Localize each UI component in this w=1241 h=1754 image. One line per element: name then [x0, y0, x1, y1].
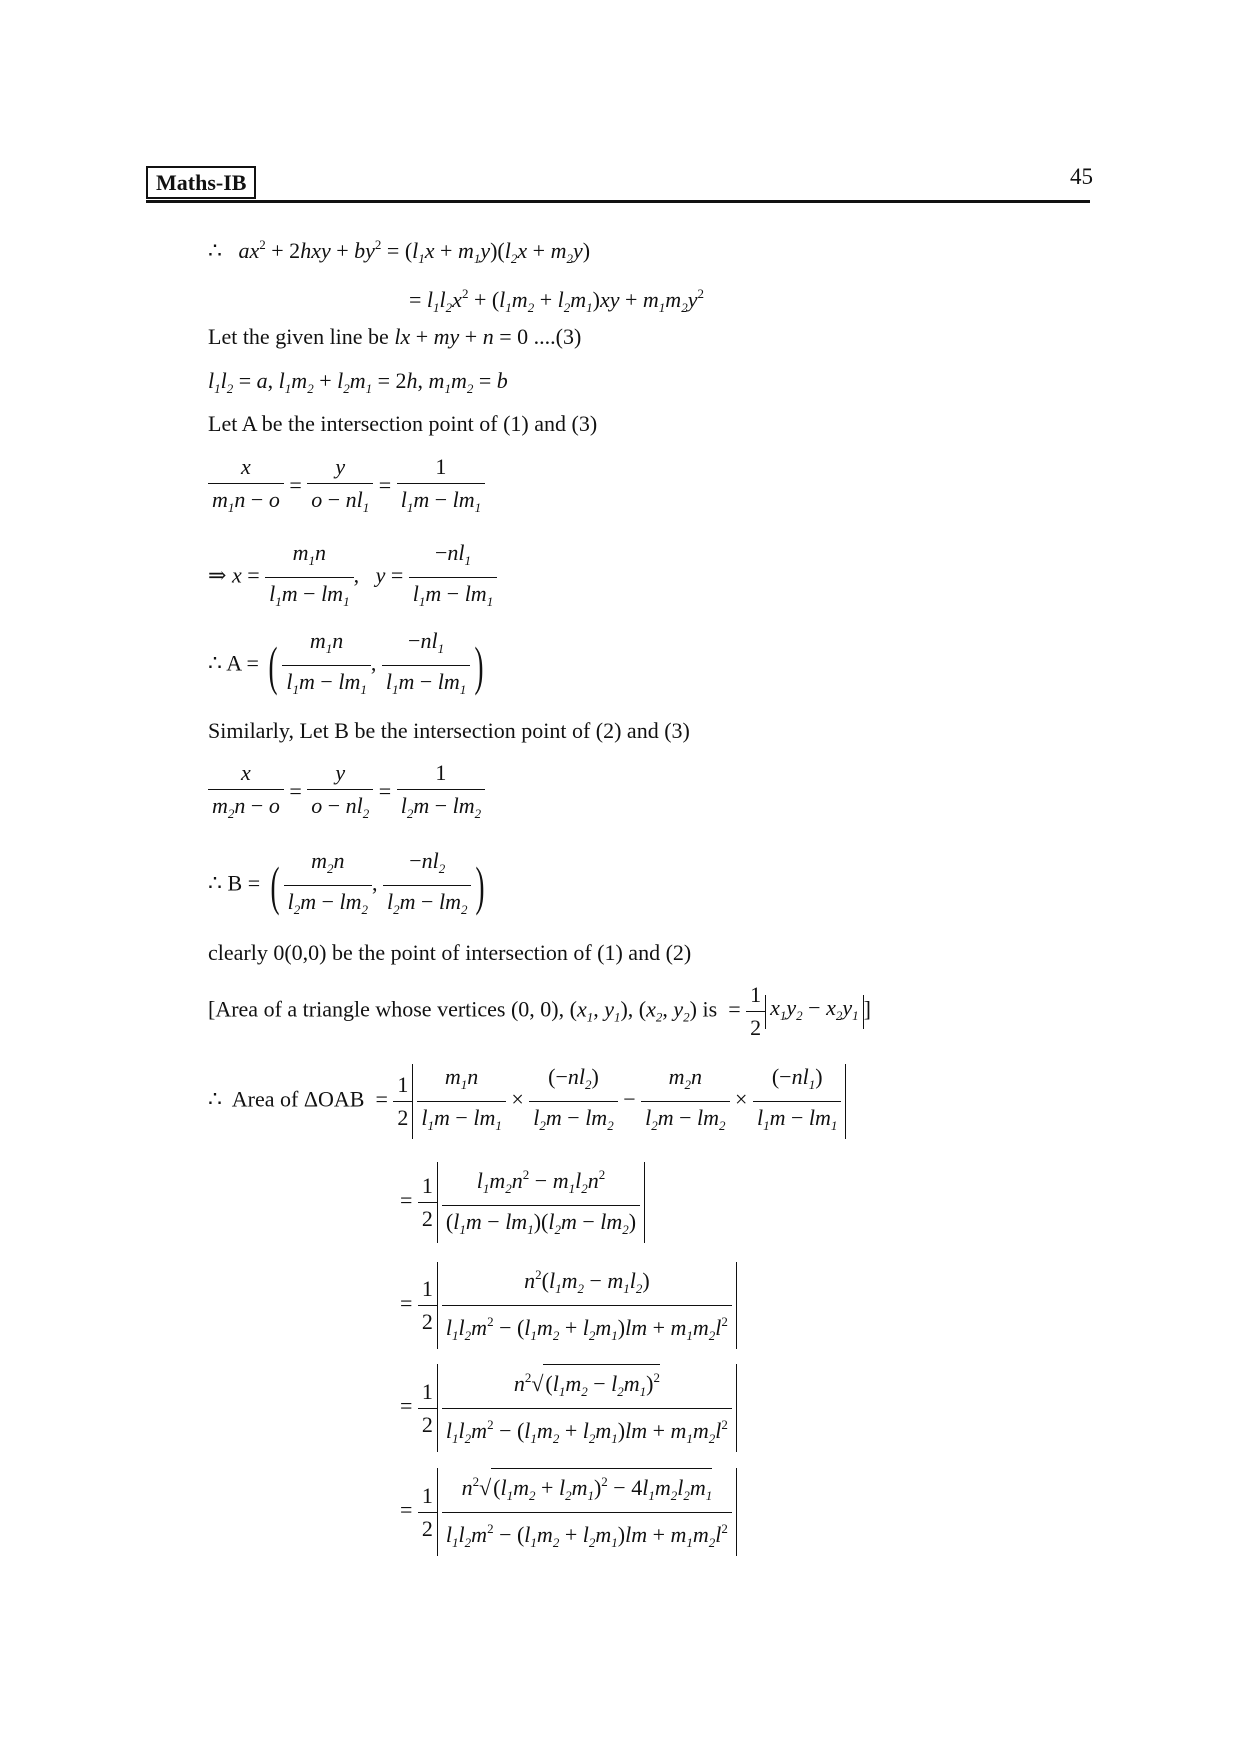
area-formula: [Area of a triangle whose vertices (0, 0), ($x_1$, $y_1$), ($x_2$, $y_2$) is = $\frac{1}{2}$ $x_1y_2 - x_2y_1$ ]	[208, 982, 871, 1040]
point-A: ∴ A = ( $\frac{m_1n}{l_1m - lm_1}$ , $\frac{-nl_1}{l_1m - lm_1}$ )	[208, 628, 488, 703]
area-OAB-step5: = $\frac{1}{2}$ $\frac{n^2√(l_1m_2 + l_2m_1)^2 - 4l_1m_2l_2m_1}{l_1l_2m^2 - (l_1m_2 + l_2m_1)lm + m_1m_2l^2}$	[400, 1468, 737, 1556]
intersection-B-statement: Similarly, Let B be the intersection point of (2) and (3)	[208, 718, 690, 743]
equation-expansion: = $l_1l_2x^2 + (l_1m_2 + l_2m_1)xy + m_1m_2y^2$	[409, 286, 704, 315]
origin-statement: clearly 0(0,0) be the point of intersection of (1) and (2)	[208, 940, 692, 965]
header-rule	[146, 200, 1090, 203]
given-line-statement: Let the given line be lx + my + n = 0 ....(3)	[208, 324, 582, 349]
coordinates-A-solution: ⇒ x = $\frac{m_1n}{l_1m - lm_1}$ , y = $\frac{-nl_1}{l_1m - lm_1}$	[208, 540, 497, 615]
book-title-box	[146, 166, 256, 199]
area-OAB-step3: = $\frac{1}{2}$ $\frac{n^2(l_1m_2 - m_1l_2)}{l_1l_2m^2 - (l_1m_2 + l_2m_1)lm + m_1m_2l^2}$	[400, 1262, 737, 1349]
equation-factorization: ∴ $ax^2 + 2hxy + by^2 = (l_1x + m_1y)(l_2x + m_2y)$	[208, 237, 591, 266]
point-B: ∴ B = ( $\frac{m_2n}{l_2m - lm_2}$ , $\frac{-nl_2}{l_2m - lm_2}$ )	[208, 848, 489, 923]
area-OAB-step2: = $\frac{1}{2}$ $\frac{l_1m_2n^2 - m_1l_2n^2}{(l_1m - lm_1)(l_2m - lm_2)}$	[400, 1162, 645, 1243]
page-number: 45	[1070, 164, 1093, 189]
area-OAB-step4: = $\frac{1}{2}$ $\frac{n^2√(l_1m_2 - l_2m_1)^2}{l_1l_2m^2 - (l_1m_2 + l_2m_1)lm + m_1m_2l^2}$	[400, 1364, 737, 1452]
cross-multiplication-A: $\frac{x}{m_1n - o}$ = $\frac{y}{o - nl_1}$ = $\frac{1}{l_1m - lm_1}$	[208, 454, 485, 521]
cross-multiplication-B: $\frac{x}{m_2n - o}$ = $\frac{y}{o - nl_2}$ = $\frac{1}{l_2m - lm_2}$	[208, 760, 485, 827]
area-OAB-step1: ∴ Area of ΔOAB = $\frac{1}{2}$ $\frac{m_1n}{l_1m - lm_1}$ × $\frac{(-nl_2)}{l_2m - lm_2}$ − $\frac{m_2n}{l_2m - lm_2}$ × $\frac{(-nl_1)}{l_1m - lm_1}$	[208, 1064, 846, 1139]
book-title: Maths-IB	[156, 170, 247, 195]
intersection-A-statement: Let A be the intersection point of (1) and (3)	[208, 411, 598, 436]
coefficient-relations: $l_1l_2 = a$, $l_1m_2 + l_2m_1 = 2h$, $m_1m_2 = b$	[208, 368, 508, 396]
